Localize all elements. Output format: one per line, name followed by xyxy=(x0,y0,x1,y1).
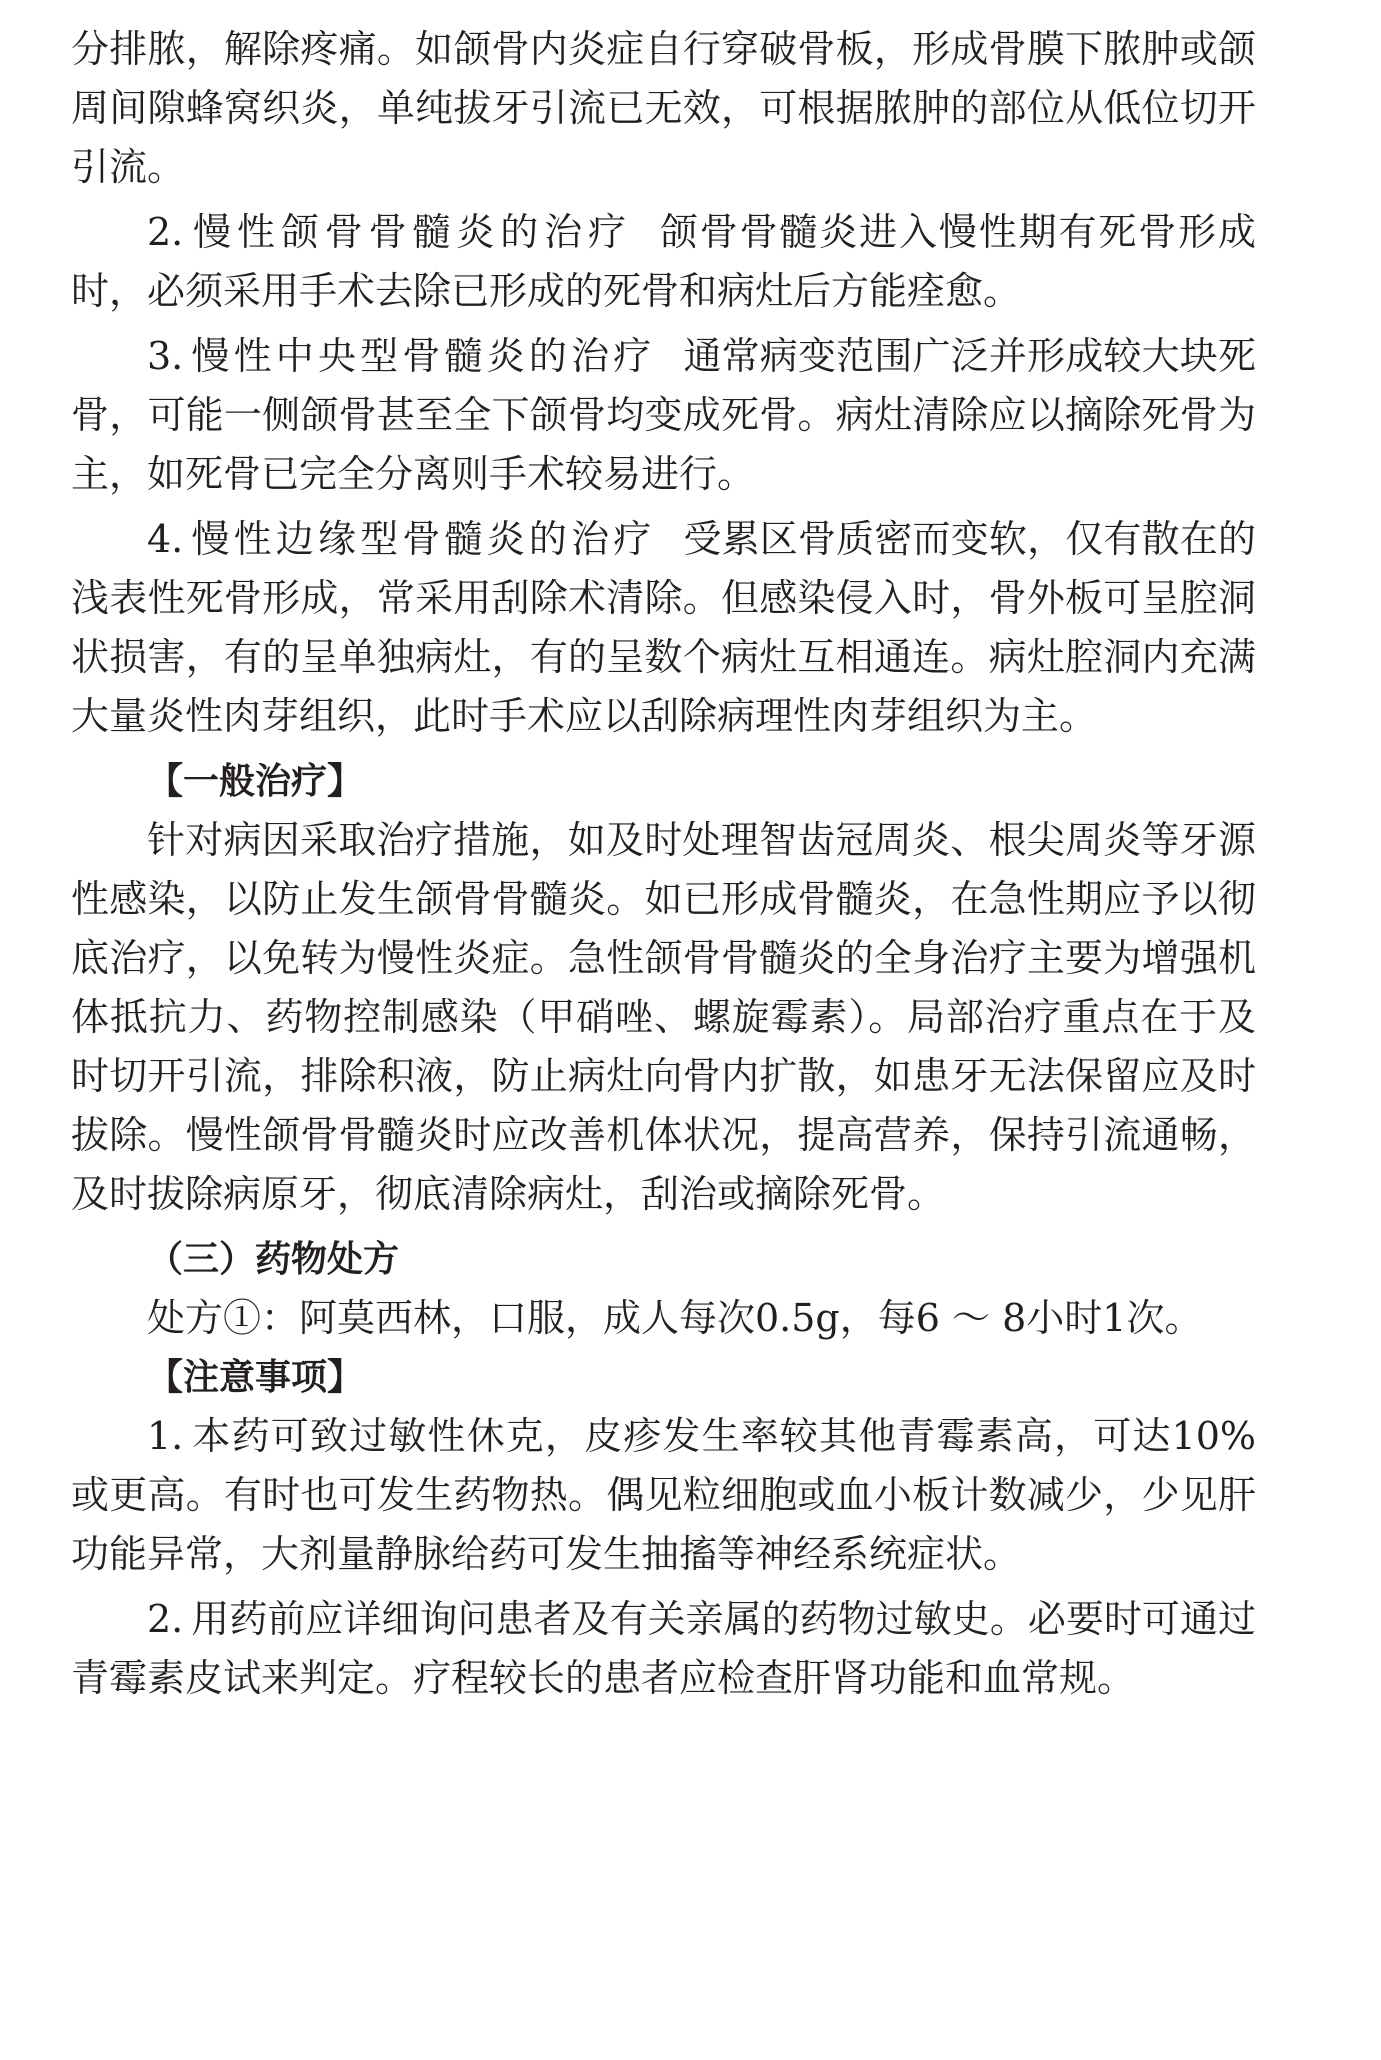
item-text: 通常病变范围广泛并形成较大块死骨，可能一侧颌骨甚至全下颌骨均变成死骨。病灶清除应以摘除死骨为主，如死骨已完全分离则手术较易进行。 xyxy=(71,334,1256,496)
heading-drug-prescription: （三）药物处方 xyxy=(147,1239,400,1280)
item-number: 2. xyxy=(147,1597,184,1641)
item-title: 慢性中央型骨髓炎的治疗 xyxy=(191,334,656,378)
item-text: 本药可致过敏性休克，皮疹发生率较其他青霉素高，可达10%或更高。有时也可发生药物热。偶见粒细胞或血小板计数减少，少见肝功能异常，大剂量静脉给药可发生抽搐等神经系统症状。 xyxy=(71,1414,1256,1576)
item-text: 颌骨骨髓炎进入慢性期有死骨形成时，必须采用手术去除已形成的死骨和病灶后方能痊愈。 xyxy=(71,210,1256,313)
item-text: 用药前应详细询问患者及有关亲属的药物过敏史。必要时可通过青霉素皮试来判定。疗程较长的患者应检查肝肾功能和血常规。 xyxy=(71,1597,1256,1700)
paragraph-central-osteomyelitis-treatment xyxy=(71,327,1256,504)
paragraph-prescription: 处方①：阿莫西林，口服，成人每次0.5g，每6 ～ 8小时1次。 xyxy=(147,1296,1203,1340)
item-number: 2. xyxy=(147,210,184,254)
paragraph-chronic-osteomyelitis-treatment xyxy=(71,203,1256,321)
paragraph-marginal-osteomyelitis-treatment xyxy=(71,510,1256,746)
paragraph-drainage: 分排脓，解除疼痛。如颌骨内炎症自行穿破骨板，形成骨膜下脓肿或颌周间隙蜂窝织炎，单纯拔牙引流已无效，可根据脓肿的部位从低位切开引流。 xyxy=(71,27,1256,189)
item-text: 受累区骨质密而变软，仅有散在的浅表性死骨形成，常采用刮除术清除。但感染侵入时，骨外板可呈腔洞状损害，有的呈单独病灶，有的呈数个病灶互相通连。病灶腔洞内充满大量炎性肉芽组织，此时手术应以刮除病理性肉芽组织为主。 xyxy=(71,517,1256,738)
item-title: 慢性颌骨骨髓炎的治疗 xyxy=(191,210,632,254)
paragraph-precaution-2 xyxy=(71,1590,1256,1708)
item-number: 3. xyxy=(147,334,184,378)
document-page xyxy=(71,20,1256,1708)
paragraph-general-treatment: 针对病因采取治疗措施，如及时处理智齿冠周炎、根尖周炎等牙源性感染，以防止发生颌骨骨髓炎。如已形成骨髓炎，在急性期应予以彻底治疗，以免转为慢性炎症。急性颌骨骨髓炎的全身治疗主要为增强机体抵抗力、药物控制感染（甲硝唑、螺旋霉素）。局部治疗重点在于及时切开引流，排除积液，防止病灶向骨内扩散，如患牙无法保留应及时拔除。慢性颌骨骨髓炎时应改善机体状况，提高营养，保持引流通畅，及时拔除病原牙，彻底清除病灶，刮治或摘除死骨。 xyxy=(71,818,1256,1216)
item-title: 慢性边缘型骨髓炎的治疗 xyxy=(191,517,656,561)
heading-general-treatment: 【一般治疗】 xyxy=(147,761,364,802)
heading-precautions: 【注意事项】 xyxy=(147,1357,364,1398)
paragraph-precaution-1 xyxy=(71,1407,1256,1584)
item-number: 4. xyxy=(147,517,184,561)
item-number: 1. xyxy=(147,1414,184,1458)
